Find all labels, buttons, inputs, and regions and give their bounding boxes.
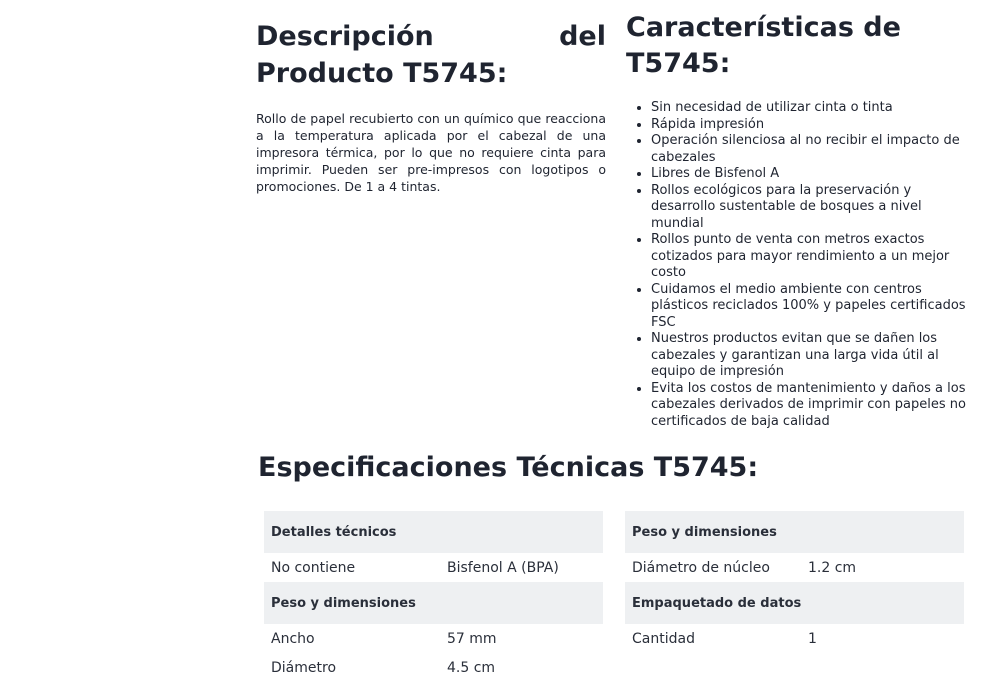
spec-label: No contiene <box>271 559 356 576</box>
spec-section-header <box>625 511 964 553</box>
feature-item: • Rollos ecológicos para la preservación y desarrollo sustentable de bosques a nivel mundial <box>651 183 978 233</box>
spec-section-label: Empaquetado de datos <box>632 595 802 611</box>
spec-section-header <box>625 582 964 624</box>
spec-value: 57 mm <box>447 630 497 647</box>
spec-row <box>625 624 964 653</box>
specs-title: Especificaciones Técnicas T5745: <box>258 452 759 483</box>
spec-row <box>264 653 603 682</box>
spec-row <box>264 553 603 582</box>
features-title: Características de T5745: <box>626 12 901 79</box>
spec-row <box>264 624 603 653</box>
feature-item: • Libres de Bisfenol A <box>651 166 978 183</box>
spec-section-header <box>264 511 603 553</box>
spec-label: Diámetro de núcleo <box>632 559 770 576</box>
description-body: Rollo de papel recubierto con un químico que reacciona a la temperatura aplicada por el cabezal de una impresora térmica, por lo que no requiere cinta para imprimir. Pueden ser pre-impresos con logotipos o promociones. De 1 a 4 tintas. <box>256 111 606 194</box>
spec-section-label: Peso y dimensiones <box>632 524 777 540</box>
spec-value: 4.5 cm <box>447 659 496 676</box>
feature-item: • Rollos punto de venta con metros exactos cotizados para mayor rendimiento a un mejor costo <box>651 232 978 282</box>
spec-label: Ancho <box>271 630 315 647</box>
features-list <box>626 100 978 430</box>
feature-item: • Sin necesidad de utilizar cinta o tinta <box>651 100 978 117</box>
spec-section-label: Peso y dimensiones <box>271 595 416 611</box>
feature-item: • Evita los costos de mantenimiento y daños a los cabezales derivados de imprimir con papeles no certificados de baja calidad <box>651 381 978 431</box>
feature-item: • Cuidamos el medio ambiente con centros plásticos reciclados 100% y papeles certificados FSC <box>651 282 978 332</box>
spec-value: 1 <box>808 630 817 647</box>
spec-label: Diámetro <box>271 659 337 676</box>
spec-value: Bisfenol A (BPA) <box>447 559 559 576</box>
product-description <box>256 18 606 195</box>
feature-item: • Nuestros productos evitan que se dañen los cabezales y garantizan una larga vida útil al equipo de impresión <box>651 331 978 381</box>
description-title: Descripción del Producto T5745: <box>256 21 606 89</box>
feature-item: • Rápida impresión <box>651 117 978 134</box>
product-features <box>626 10 978 430</box>
spec-section-label: Detalles técnicos <box>271 524 397 540</box>
spec-section-header <box>264 582 603 624</box>
spec-label: Cantidad <box>632 630 695 647</box>
feature-item: • Operación silenciosa al no recibir el impacto de cabezales <box>651 133 978 166</box>
spec-value: 1.2 cm <box>808 559 857 576</box>
specs-table-left <box>264 511 603 682</box>
specs-table-right <box>625 511 964 653</box>
spec-row <box>625 553 964 582</box>
